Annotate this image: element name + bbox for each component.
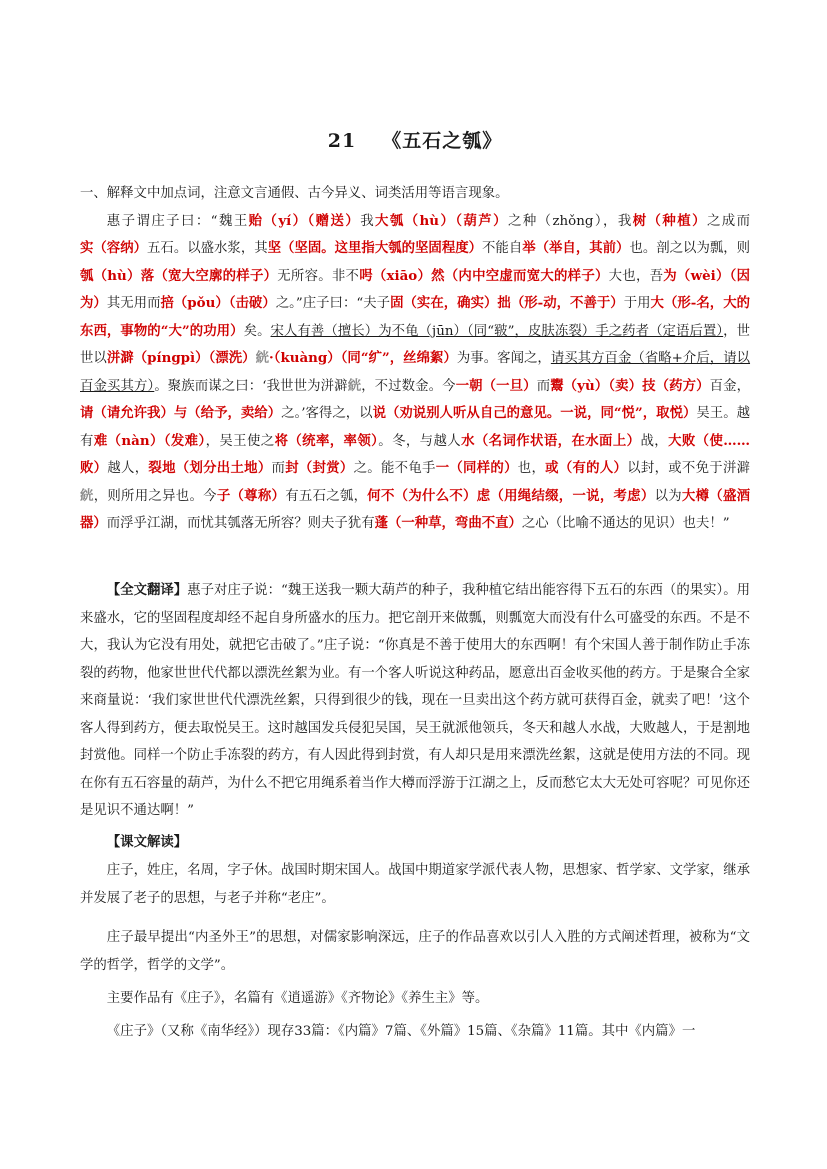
text-segment: 之。’客得之，以	[281, 406, 373, 421]
text-segment: 也，	[517, 461, 546, 476]
page-title	[80, 126, 750, 153]
text-segment: 之。”庄子曰：“夫子	[275, 296, 391, 311]
text-segment: ，不过数金。今	[361, 378, 456, 394]
text-segment: 以封，或不免于洴澼	[627, 461, 751, 476]
annotated-word: 呺（xiāo）然（内中空虚而宽大的样子）	[359, 267, 609, 284]
text-segment: 之种（zhǒng），我	[507, 213, 633, 229]
text-segment: 而	[536, 378, 551, 394]
text-segment: 我	[360, 213, 376, 229]
reading-paragraph: 《庄子》（又称《南华经》）现存33篇：《内篇》7篇、《外篇》15篇、《杂篇》11篇。其中《内篇》一	[106, 1024, 696, 1039]
text-segment: 吴王。越有	[80, 406, 751, 449]
text-segment: ，世世以	[80, 323, 751, 366]
text-segment: 。聚族而谋之曰：‘我世世为洴澼	[154, 378, 348, 394]
lesson-number: 21	[327, 130, 357, 152]
annotated-word: 树（种植）	[632, 212, 707, 229]
text-segment: 百金，	[709, 378, 750, 394]
underlined-phrase: 请买其方百金（省略+介后，请以百金买其方）	[80, 351, 751, 394]
text-segment: 以为	[654, 488, 682, 504]
translation-label: 【全文翻译】	[106, 582, 188, 598]
reading-paragraph: 主要作品有《庄子》，名篇有《逍遥游》《齐物论》《养生主》等。	[106, 991, 489, 1006]
text-segment: 惠子谓庄子曰：“魏王	[106, 213, 249, 229]
annotated-word: 坚（坚固。这里指大瓠的坚固程度）	[267, 240, 483, 256]
annotated-word: 大樽（盛酒器）	[80, 487, 751, 531]
reading-paragraph: 庄子，姓庄，名周，字子休。战国时期宋国人。战国中期道家学派代表人物，思想家、哲学家、文学家，继承并发展了老子的思想，与老子并称“老庄”。	[80, 863, 750, 906]
text-segment: 越人，	[107, 461, 149, 476]
text-segment: 。冬，与越人	[378, 433, 462, 449]
annotated-word: 一朝（一旦）	[455, 377, 537, 394]
text-segment: 之成而	[706, 213, 751, 229]
exercise-section	[80, 180, 750, 538]
text-segment: ，吴王使之	[205, 433, 275, 449]
underlined-phrase: 宋人有善（擅长）为不龟（jūn）（同“皲”，皮肤冻裂）手之药者（定语后置）	[270, 323, 724, 339]
annotated-word: 大瓠（hù）（葫芦）	[375, 212, 508, 229]
annotated-word: 大败（使……败）	[80, 432, 751, 476]
text-segment: 而	[271, 461, 286, 476]
annotated-word: 大（形-名，大的东西，事物的“大”的功用）	[80, 295, 750, 339]
text-segment: 也。剖之以为瓢，则	[629, 241, 751, 256]
text-segment: 战，	[640, 433, 669, 449]
annotated-word: 或（有的人）	[545, 460, 628, 476]
reading-label: 【课文解读】	[106, 834, 188, 850]
instruction-text: 一、解释文中加点词，注意文言通假、古今异义、词类活用等语言现象。	[80, 186, 509, 201]
annotated-word: 何不（为什么不）虑（用绳结缀，一说，考虑）	[367, 487, 655, 504]
text-segment: 五石。以盛水浆，其	[147, 241, 268, 256]
annotated-word: 实（容纳）	[80, 240, 148, 256]
text-segment: 不能自	[482, 241, 523, 256]
annotated-word: 固（实在，确实）拙（形-动，不善于）	[390, 295, 624, 311]
annotated-word: 封（封赏）	[285, 460, 354, 476]
text-segment: 其无用而	[106, 296, 161, 311]
lesson-title: 《五石之瓠》	[382, 130, 503, 152]
dotted-char: 絖	[347, 377, 362, 394]
annotated-word: 瓠（hù）落（宽大空廓的样子）	[80, 267, 278, 284]
annotated-word: 请（请允许我）与（给予，卖给）	[80, 405, 282, 421]
dotted-char: 絖	[80, 487, 94, 504]
reading-paragraph: 庄子最早提出“内圣外王”的思想，对儒家影响深远，庄子的作品喜欢以引人入胜的方式阐述哲理，被称为“文学的哲学，哲学的文学”。	[80, 930, 750, 973]
text-segment: 之心（比喻不通达的见识）也夫！”	[521, 516, 730, 531]
annotated-word: 难（nàn）（发难）	[93, 432, 206, 449]
annotated-word: 一（同样的）	[435, 460, 518, 476]
text-segment: 为事。客闻之，	[456, 351, 551, 366]
annotated-word: 洴澼（píngpì）（漂洗）	[106, 350, 256, 366]
annotated-word: 为（wèi）（因为）	[80, 267, 750, 311]
annotated-word: 水（名词作状语，在水面上）	[461, 432, 641, 449]
annotated-word: 掊（pǒu）（击破）	[160, 295, 276, 311]
translation-section	[80, 577, 750, 825]
text-segment: 矣。	[243, 323, 271, 339]
text-segment: ，则所用之异也。今	[93, 488, 217, 504]
annotated-word: 鬻（yù）（卖）技（药方）	[550, 377, 710, 394]
text-segment: 之。能不龟手	[353, 461, 436, 476]
annotated-word: 蓬（一种草，弯曲不直）	[374, 515, 522, 531]
annotated-word: ·（kuàng）（同“纩”，丝绵絮）	[269, 350, 457, 366]
annotated-word: 裂地（划分出土地）	[148, 460, 272, 476]
annotated-word: 说（劝说别人听从自己的意见。一说，同“悦”，取悦）	[372, 405, 697, 421]
dotted-char: 絖	[255, 350, 270, 366]
text-segment: 大也，吾	[608, 268, 664, 284]
annotated-word: 贻（yí）（赠送）	[248, 212, 361, 229]
text-segment: 于用	[623, 296, 651, 311]
text-segment: 而浮乎江湖，而忧其瓠落无所容？则夫子犹有	[106, 516, 375, 531]
annotated-original-text	[80, 208, 750, 538]
annotated-word: 将（统率，率领）	[274, 432, 379, 449]
annotated-word: 举（举自，其前）	[522, 240, 630, 256]
annotated-word: 子（尊称）	[216, 487, 286, 504]
translation-text: 惠子对庄子说：“魏王送我一颗大葫芦的种子，我种植它结出能容得下五石的东西（的果实）。用来盛水，它的坚固程度却经不起自身所盛水的压力。把它剖开来做瓢，则瓢宽大而没有什么可盛受的东西。不是不大，我认为它没有用处，就把它击破了。”庄子说：“你真是不善于使用大的东西啊！有个宋国人善于制作防止手冻裂的药物，他家世世代代都以漂洗丝絮为业。有一个客人听说这种药品，愿意出百金收买他的药方。于是聚合全家来商量说：‘我们家世世代代漂洗丝絮，只得到很少的钱，现在一旦卖出这个药方就可获得百金，就卖了吧！’这个客人得到药方，便去取悦吴王。这时越国发兵侵犯吴国，吴王就派他领兵，冬天和越人水战，大败越人，于是割地封赏他。同样一个防止手冻裂的药方，有人因此得到封赏，有人却只是用来漂洗丝絮，这就是使用方法的不同。现在你有五石容量的葫芦，为什么不把它用绳系着当作大樽而浮游于江湖之上，反而愁它太大无处可容呢？可见你还是见识不通达啊！”	[80, 583, 750, 818]
text-segment: 有五石之瓠，	[285, 488, 368, 504]
text-segment: 无所容。非不	[277, 268, 360, 284]
